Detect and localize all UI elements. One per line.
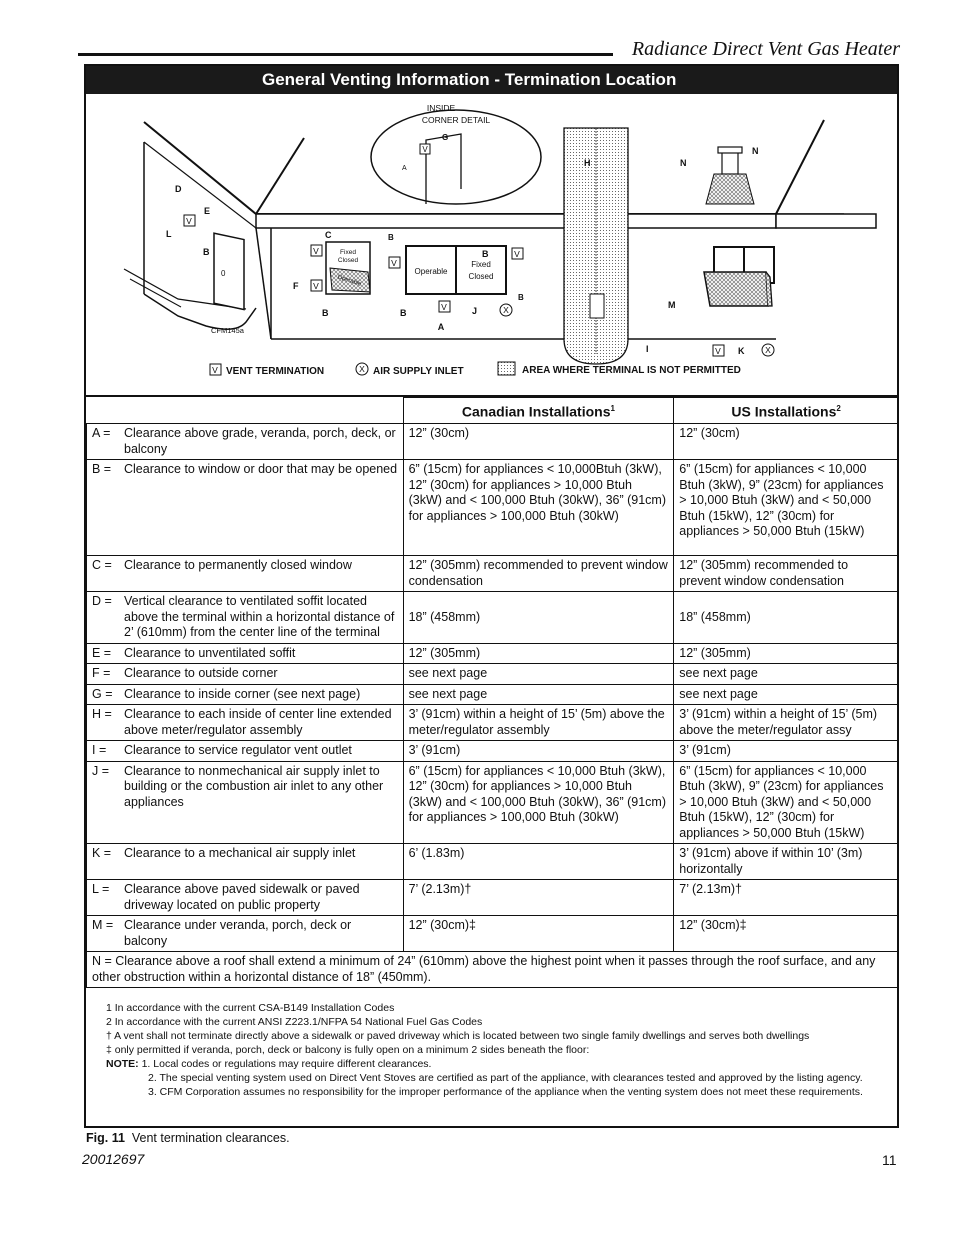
figure-frame xyxy=(84,64,899,1128)
svg-text:Closed: Closed xyxy=(468,272,494,281)
table-row-n: N = Clearance above a roof shall extend a minimum of 24” (610mm) above the highest point when it passes through the roof surface, and any other obstruction within a horizontal distance of 18” (450mm). xyxy=(87,952,899,988)
clearance-table xyxy=(86,397,899,988)
diagram-svg xyxy=(86,94,897,397)
svg-text:V: V xyxy=(391,258,397,268)
left-wall xyxy=(124,142,271,339)
footnotes: 1 In accordance with the current CSA-B149 Installation Codes 2 In accordance with the current ANSI Z223.1/NFPA 54 National Fuel Gas Codes † A vent shall not terminate directly above a sidewalk or paved driveway which is located between two single family dwellings and serves both dwellings ‡ only permitted if veranda, porch, deck or balcony is fully open on a minimum 2 sides beneath the floor: NOTE: 1. Local codes or regulations may require different clearances. 2. The special venting system used on Direct Vent Stoves are certified as part of the appliance, with clearances tested and approved by the listing agency. 3. CFM Corporation assumes no responsibility for the improper performance of the appliance when the venting system does not meet these requirements. xyxy=(106,1002,863,1098)
legend-air: AIR SUPPLY INLET xyxy=(373,366,464,377)
inside-corner-detail xyxy=(371,103,541,204)
small-window xyxy=(293,230,370,318)
svg-text:V: V xyxy=(422,145,428,154)
large-window xyxy=(388,233,524,332)
legend-vent: VENT TERMINATION xyxy=(226,366,325,377)
svg-text:G: G xyxy=(442,133,449,142)
svg-text:A: A xyxy=(437,322,445,332)
table-row: L = Clearance above paved sidewalk or paved driveway located on public property 7’ (2.13m)† 7’ (2.13m)† xyxy=(87,880,899,916)
col-us: US Installations$^2$ xyxy=(674,398,899,424)
svg-text:B: B xyxy=(203,247,210,257)
page-number: 11 xyxy=(882,1152,897,1168)
svg-text:V: V xyxy=(186,216,192,226)
termination-diagram xyxy=(86,94,897,397)
table-row: M = Clearance under veranda, porch, deck or balcony 12” (30cm)‡ 12” (30cm)‡ xyxy=(87,916,899,952)
svg-text:V: V xyxy=(313,281,319,291)
table-row: I = Clearance to service regulator vent outlet 3’ (91cm) 3’ (91cm) xyxy=(87,741,899,762)
svg-text:V: V xyxy=(313,246,319,256)
roof-vent xyxy=(680,146,759,204)
svg-text:A: A xyxy=(402,165,407,172)
svg-text:Fixed: Fixed xyxy=(340,249,356,256)
table-row: H = Clearance to each inside of center line extended above meter/regulator assembly 3’ (91cm) within a height of 15’ (5m) above the meter/regulator assembly 3’ (91cm) within a height of 15’ (5m) above the meter/regulator assy xyxy=(87,705,899,741)
svg-text:X: X xyxy=(503,305,509,315)
col-canadian: Canadian Installations$^1$ xyxy=(403,398,674,424)
table-row: B = Clearance to window or door that may be opened 6” (15cm) for appliances < 10,000Btuh (3kW), 12” (30cm) for appliances > 10,000 Btuh (3kW) and < 100,000 Btuh (30kW), 36” (91cm) for appliances > 100,000 Btuh (30kW) 6” (15cm) for appliances < 10,000 Btuh (3kW), 9” (23cm) for appliances > 10,000 Btuh (3kW) and < 50,000 Btuh (15kW), 12” (30cm) for appliances > 50,000 Btuh (15kW) xyxy=(87,460,899,556)
diagram-legend xyxy=(210,362,741,377)
svg-text:B: B xyxy=(518,293,524,302)
svg-text:E: E xyxy=(204,206,211,216)
section-banner: General Venting Information - Termination Location xyxy=(86,66,897,94)
detail-label-2: CORNER DETAIL xyxy=(421,115,491,125)
svg-text:B: B xyxy=(322,308,329,318)
svg-text:K: K xyxy=(738,346,745,356)
table-row: K = Clearance to a mechanical air supply inlet 6’ (1.83m) 3’ (91cm) above if within 10’ (3m) horizontally xyxy=(87,844,899,880)
meter-zone xyxy=(564,128,649,364)
detail-label-1: INSIDE xyxy=(426,103,456,113)
svg-text:N: N xyxy=(752,146,759,156)
header-title: Radiance Direct Vent Gas Heater xyxy=(631,38,900,60)
header-rule xyxy=(78,53,613,56)
table-row: A = Clearance above grade, veranda, porch, deck, or balcony 12” (30cm) 12” (30cm) xyxy=(87,424,899,460)
svg-text:B: B xyxy=(482,249,489,259)
table-row: J = Clearance to nonmechanical air supply inlet to building or the combustion air inlet to any other appliances 6” (15cm) for appliances < 10,000 Btuh (3kW), 12” (30cm) for appliances > 10,000 Btuh (3kW) and < 100,000 Btuh (30kW), 36” (91cm) for appliances > 100,000 Btuh (30kW) 6” (15cm) for appliances < 10,000 Btuh (3kW), 9” (23cm) for appliances > 10,000 Btuh (3kW) and < 50,000 Btuh (15kW), 12” (30cm) for appliances > 50,000 Btuh (15kW) xyxy=(87,761,899,844)
svg-text:0: 0 xyxy=(221,269,226,278)
svg-text:I: I xyxy=(646,344,649,354)
table-row: C = Clearance to permanently closed window 12” (305mm) recommended to prevent window condensation 12” (305mm) recommended to prevent window condensation xyxy=(87,556,899,592)
figure-caption: Fig. 11 Vent termination clearances. xyxy=(86,1131,290,1145)
table-row: E = Clearance to unventilated soffit 12” (305mm) 12” (305mm) xyxy=(87,643,899,664)
svg-text:M: M xyxy=(668,300,676,310)
svg-text:B: B xyxy=(388,233,394,242)
svg-text:L: L xyxy=(166,229,172,239)
document-number: 20012697 xyxy=(82,1151,145,1167)
svg-text:X: X xyxy=(765,345,771,355)
svg-text:V: V xyxy=(441,302,447,312)
legend-area: AREA WHERE TERMINAL IS NOT PERMITTED xyxy=(522,365,741,376)
svg-text:Closed: Closed xyxy=(337,257,359,264)
svg-text:V: V xyxy=(715,346,721,356)
svg-text:H: H xyxy=(584,158,591,168)
svg-text:V: V xyxy=(212,365,218,375)
svg-text:F: F xyxy=(293,281,299,291)
table-row: F = Clearance to outside corner see next page see next page xyxy=(87,664,899,685)
diagram-code: CFM145a xyxy=(211,326,244,335)
svg-text:N: N xyxy=(680,158,687,168)
table-row: D = Vertical clearance to ventilated soffit located above the terminal within a horizontal distance of 2’ (610mm) from the center line of the terminal 18” (458mm) 18” (458mm) xyxy=(87,592,899,644)
svg-text:Operable: Operable xyxy=(414,267,448,276)
table-row: G = Clearance to inside corner (see next page) see next page see next page xyxy=(87,684,899,705)
svg-text:B: B xyxy=(400,308,407,318)
svg-text:Fixed: Fixed xyxy=(471,260,491,269)
svg-text:V: V xyxy=(514,249,520,259)
svg-text:D: D xyxy=(175,184,182,194)
svg-text:X: X xyxy=(359,364,365,374)
svg-text:J: J xyxy=(472,306,478,316)
svg-text:C: C xyxy=(325,230,332,240)
svg-text:Operable: Operable xyxy=(336,274,362,288)
